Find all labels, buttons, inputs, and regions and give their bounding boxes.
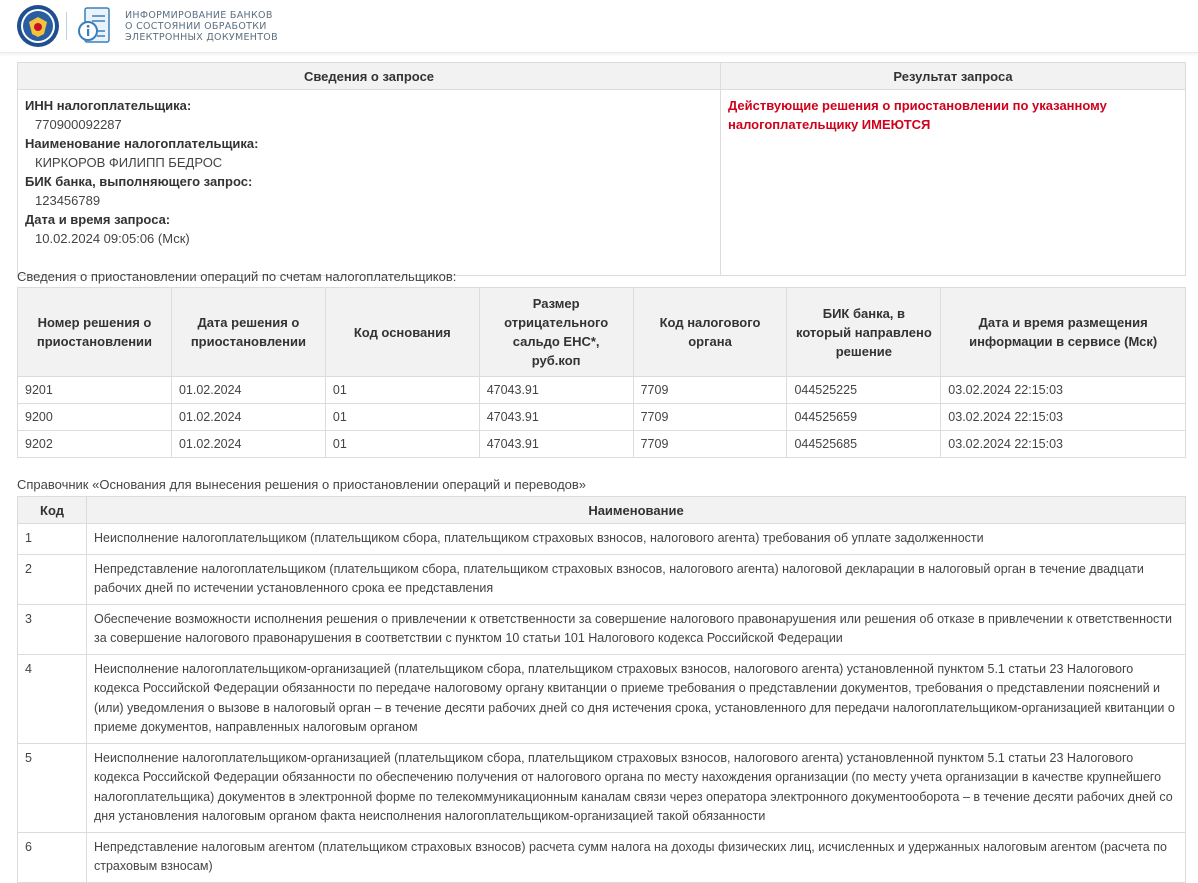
request-datetime-value: 10.02.2024 09:05:06 (Мск) [35, 231, 190, 246]
col-decision-number: Номер решения о приостановлении [18, 288, 172, 377]
bik-value: 123456789 [35, 193, 101, 208]
basis-name-cell: Обеспечение возможности исполнения решения о привлечении к ответственности за совершение налогового правонарушения или решения об отказе в привлечении к ответственности за совершение налогового правонарушения в соответствии с пунктом 10 статьи 101 Налогового кодекса Российской Федерации [87, 604, 1186, 654]
table-row [18, 377, 1186, 404]
table-cell: 01 [325, 377, 479, 404]
table-cell: 7709 [633, 377, 787, 404]
request-datetime-label: Дата и время запроса: [25, 212, 171, 227]
col-code: Код [18, 497, 87, 524]
basis-name-cell: Непредставление налоговым агентом (плательщиком страховых взносов) расчета сумм налога на доходы физических лиц, исчисленных и удержанных налоговым агентом (расчета по страховым взносам) [87, 832, 1186, 882]
taxpayer-name-label: Наименование налогоплательщика: [25, 136, 259, 151]
table-row [18, 832, 1186, 882]
app-header [0, 0, 1198, 53]
reference-header-row [18, 497, 1186, 524]
basis-name-cell: Неисполнение налогоплательщиком (плательщиком сбора, плательщиком страховых взносов, налогового агента) требования об уплате задолженности [87, 524, 1186, 555]
basis-name-cell: Непредставление налогоплательщиком (плательщиком сбора, плательщиком страховых взносов, налогового агента) налоговой декларации в налоговый орган в течение двадцати рабочих дней по истечении установленного срока ее представления [87, 554, 1186, 604]
fns-emblem-icon[interactable] [16, 4, 60, 48]
basis-name-cell: Неисполнение налогоплательщиком-организацией (плательщиком сбора, плательщиком страховых взносов, налогового агента) установленной пунктом 5.1 статьи 23 Налогового кодекса Российской Федерации обязанности по передаче налоговому органу квитанции о приеме требования о представлении документов, требования о представлении пояснений и (или) уведомления о вызове в налоговый орган – в течение десяти рабочих дней со дня истечения срока, установленного для передачи налогоплательщиком-организацией квитанции о приеме документов, направленных налоговым органом [87, 654, 1186, 743]
col-tax-authority-code: Код налогового органа [633, 288, 787, 377]
basis-code-cell: 1 [18, 524, 87, 555]
basis-code-cell: 5 [18, 743, 87, 832]
brand-line-1: ИНФОРМИРОВАНИЕ БАНКОВ [125, 9, 273, 21]
table-row [18, 604, 1186, 654]
table-cell: 01.02.2024 [171, 431, 325, 458]
document-info-icon [73, 4, 113, 48]
table-cell: 03.02.2024 22:15:03 [941, 404, 1186, 431]
table-cell: 044525225 [787, 377, 941, 404]
table-cell: 9200 [18, 404, 172, 431]
table-cell: 044525659 [787, 404, 941, 431]
suspension-operations-table [17, 287, 1186, 458]
table-row [18, 554, 1186, 604]
service-brand-title [125, 10, 278, 43]
header-divider [66, 12, 67, 40]
basis-code-cell: 2 [18, 554, 87, 604]
request-result-text: Действующие решения о приостановлении по указанному налогоплательщику ИМЕЮТСЯ [728, 98, 1107, 132]
reference-caption: Справочник «Основания для вынесения решения о приостановлении операций и переводов» [17, 477, 587, 492]
table-cell: 044525685 [787, 431, 941, 458]
table-cell: 01 [325, 404, 479, 431]
basis-code-cell: 6 [18, 832, 87, 882]
table-row [18, 404, 1186, 431]
table-cell: 47043.91 [479, 377, 633, 404]
table-cell: 7709 [633, 404, 787, 431]
col-posted-datetime: Дата и время размещения информации в сервисе (Мск) [941, 288, 1186, 377]
inn-value: 770900092287 [35, 117, 122, 132]
table-cell: 47043.91 [479, 431, 633, 458]
table-cell: 03.02.2024 22:15:03 [941, 377, 1186, 404]
table-row [18, 431, 1186, 458]
col-recipient-bik: БИК банка, в который направлено решение [787, 288, 941, 377]
request-info-header: Сведения о запросе [18, 63, 721, 90]
operations-header-row [18, 288, 1186, 377]
table-cell: 9201 [18, 377, 172, 404]
col-decision-date: Дата решения о приостановлении [171, 288, 325, 377]
col-name: Наименование [87, 497, 1186, 524]
table-cell: 7709 [633, 431, 787, 458]
operations-caption: Сведения о приостановлении операций по счетам налогоплательщиков: [17, 269, 457, 284]
request-info-table [17, 62, 1186, 276]
inn-label: ИНН налогоплательщика: [25, 98, 192, 113]
request-result-header: Результат запроса [721, 63, 1186, 90]
basis-code-cell: 4 [18, 654, 87, 743]
table-cell: 01.02.2024 [171, 377, 325, 404]
col-negative-balance: Размер отрицательного сальдо ЕНС*, руб.коп [479, 288, 633, 377]
bik-label: БИК банка, выполняющего запрос: [25, 174, 253, 189]
brand-line-2: О СОСТОЯНИИ ОБРАБОТКИ [125, 20, 267, 32]
table-row [18, 743, 1186, 832]
table-cell: 9202 [18, 431, 172, 458]
table-cell: 03.02.2024 22:15:03 [941, 431, 1186, 458]
table-cell: 01.02.2024 [171, 404, 325, 431]
basis-name-cell: Неисполнение налогоплательщиком-организацией (плательщиком сбора, плательщиком страховых взносов, налогового агента) установленной пунктом 5.1 статьи 23 Налогового кодекса Российской Федерации обязанности по обеспечению получения от налогового органа по месту нахождения организации (по месту учета организации в качестве крупнейшего налогоплательщика) документов в электронной форме по телекоммуникационным каналам связи через оператора электронного документооборота – в течение десяти рабочих дней со дня установления налоговым органом факта неисполнения налогоплательщиком-организацией такой обязанности [87, 743, 1186, 832]
table-row [18, 654, 1186, 743]
request-info-cell [18, 90, 721, 276]
table-row [18, 524, 1186, 555]
basis-reference-table [17, 496, 1186, 883]
request-result-cell [721, 90, 1186, 276]
table-cell: 01 [325, 431, 479, 458]
brand-line-3: ЭЛЕКТРОННЫХ ДОКУМЕНТОВ [125, 31, 278, 43]
table-cell: 47043.91 [479, 404, 633, 431]
taxpayer-name-value: КИРКОРОВ ФИЛИПП БЕДРОС [35, 155, 223, 170]
basis-code-cell: 3 [18, 604, 87, 654]
col-basis-code: Код основания [325, 288, 479, 377]
